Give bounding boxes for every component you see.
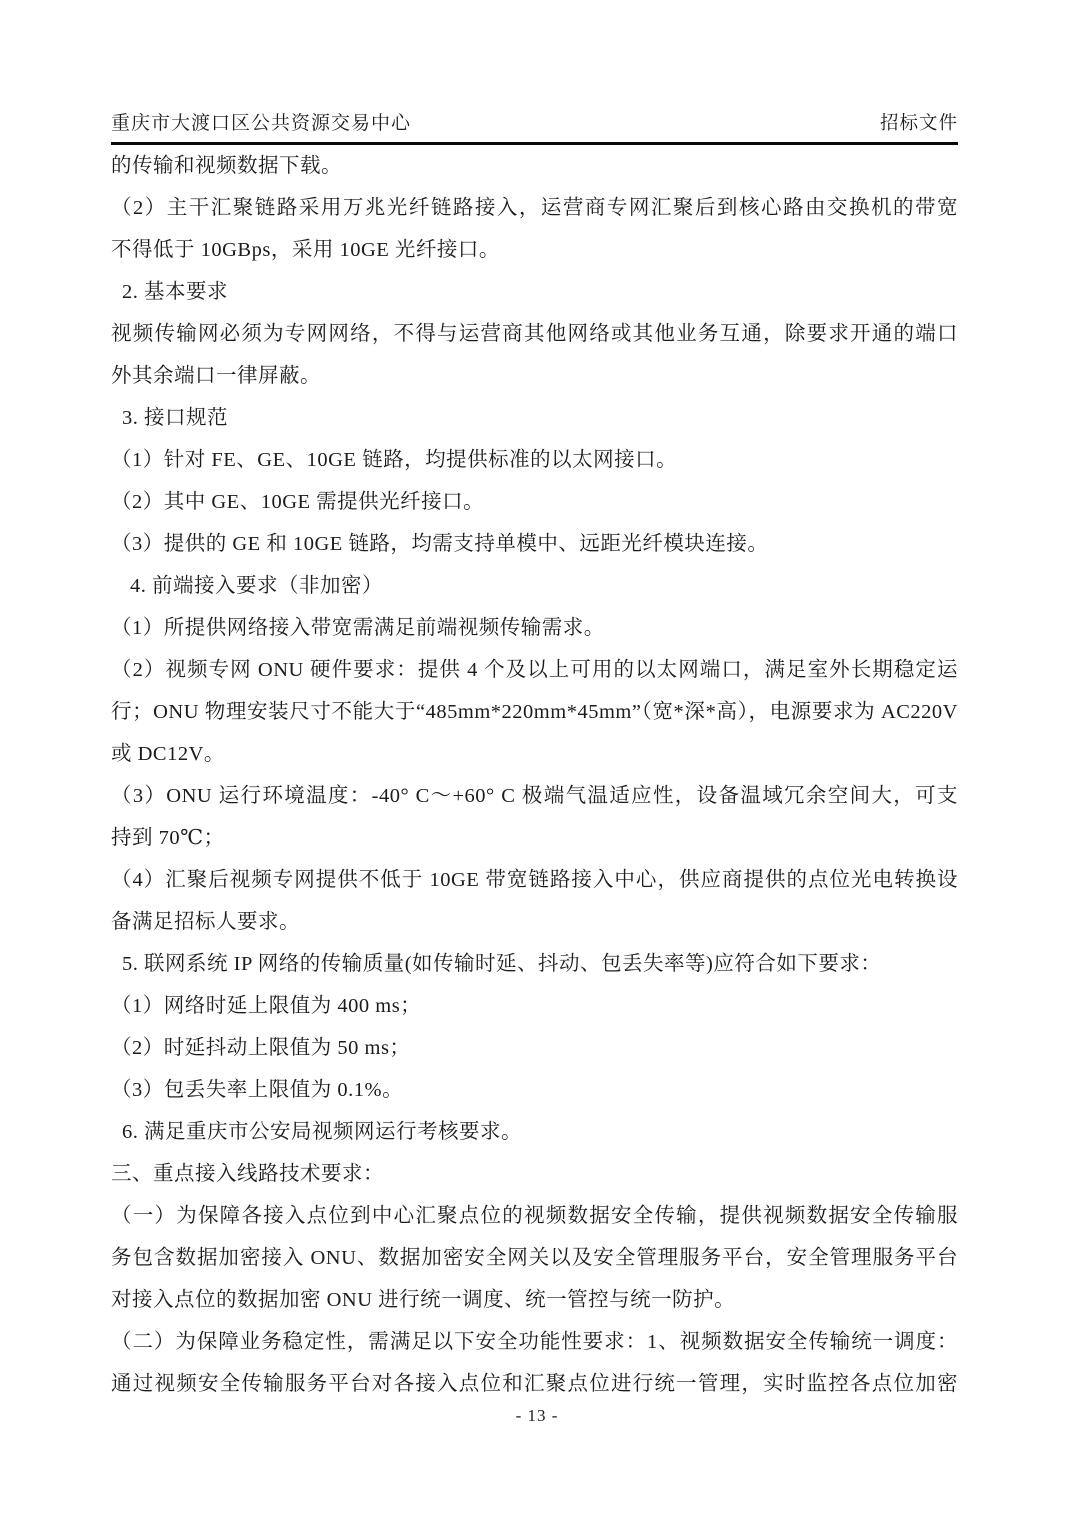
document-body bbox=[111, 145, 958, 1405]
doc-line: 外其余端口一律屏蔽。 bbox=[111, 365, 321, 387]
doc-line: 视频传输网必须为专网网络，不得与运营商其他网络或其他业务互通，除要求开通的端口 bbox=[111, 323, 958, 345]
doc-line: 行；ONU 物理安装尺寸不能大于“485mm*220mm*45mm”（宽*深*高），电源要求为 AC220V bbox=[111, 701, 958, 723]
page-number: - 13 - bbox=[515, 1406, 559, 1425]
doc-line: （3）提供的 GE 和 10GE 链路，均需支持单模中、远距光纤模块连接。 bbox=[111, 533, 769, 555]
doc-heading: 三、重点接入线路技术要求： bbox=[111, 1163, 384, 1185]
doc-line: 不得低于 10GBps，采用 10GE 光纤接口。 bbox=[111, 239, 500, 261]
doc-line: （2）其中 GE、10GE 需提供光纤接口。 bbox=[111, 491, 485, 513]
doc-heading: 6. 满足重庆市公安局视频网运行考核要求。 bbox=[122, 1121, 522, 1143]
page-footer bbox=[0, 1406, 1074, 1426]
doc-line: （4）汇聚后视频专网提供不低于 10GE 带宽链路接入中心，供应商提供的点位光电转换设 bbox=[111, 869, 958, 891]
doc-line: 的传输和视频数据下载。 bbox=[111, 155, 342, 177]
doc-line: 或 DC12V。 bbox=[111, 743, 225, 765]
doc-line: 通过视频安全传输服务平台对各接入点位和汇聚点位进行统一管理，实时监控各点位加密 bbox=[111, 1373, 958, 1395]
doc-line: （二）为保障业务稳定性，需满足以下安全功能性要求：1、视频数据安全传输统一调度： bbox=[111, 1331, 958, 1353]
doc-heading: 2. 基本要求 bbox=[122, 281, 228, 303]
doc-line: （2）视频专网 ONU 硬件要求：提供 4 个及以上可用的以太网端口，满足室外长期稳定运 bbox=[111, 659, 958, 681]
doc-line: （2）时延抖动上限值为 50 ms； bbox=[111, 1037, 411, 1059]
doc-line: 务包含数据加密接入 ONU、数据加密安全网关以及安全管理服务平台，安全管理服务平台 bbox=[111, 1247, 958, 1269]
doc-line: （3）ONU 运行环境温度：-40° C～+60° C 极端气温适应性，设备温域冗余空间大，可支 bbox=[111, 785, 958, 807]
doc-line: （2）主干汇聚链路采用万兆光纤链路接入，运营商专网汇聚后到核心路由交换机的带宽 bbox=[111, 197, 958, 219]
doc-heading: 3. 接口规范 bbox=[122, 407, 228, 429]
doc-line: （1）所提供网络接入带宽需满足前端视频传输需求。 bbox=[111, 617, 605, 639]
header-org-name: 重庆市大渡口区公共资源交易中心 bbox=[111, 113, 412, 134]
doc-line: 对接入点位的数据加密 ONU 进行统一调度、统一管控与统一防护。 bbox=[111, 1289, 736, 1311]
doc-heading: 4. 前端接入要求（非加密） bbox=[130, 575, 383, 597]
doc-heading: 5. 联网系统 IP 网络的传输质量(如传输时延、抖动、包丢失率等)应符合如下要求： bbox=[122, 953, 882, 975]
doc-line: （1）针对 FE、GE、10GE 链路，均提供标准的以太网接口。 bbox=[111, 449, 678, 471]
doc-line: （3）包丢失率上限值为 0.1%。 bbox=[111, 1079, 404, 1101]
header-doc-type: 招标文件 bbox=[879, 114, 958, 134]
doc-line: （一）为保障各接入点位到中心汇聚点位的视频数据安全传输，提供视频数据安全传输服 bbox=[111, 1205, 958, 1227]
doc-line: 备满足招标人要求。 bbox=[111, 911, 300, 933]
page-header bbox=[111, 108, 958, 135]
doc-line: 持到 70℃； bbox=[111, 827, 225, 849]
doc-line: （1）网络时延上限值为 400 ms； bbox=[111, 995, 422, 1017]
